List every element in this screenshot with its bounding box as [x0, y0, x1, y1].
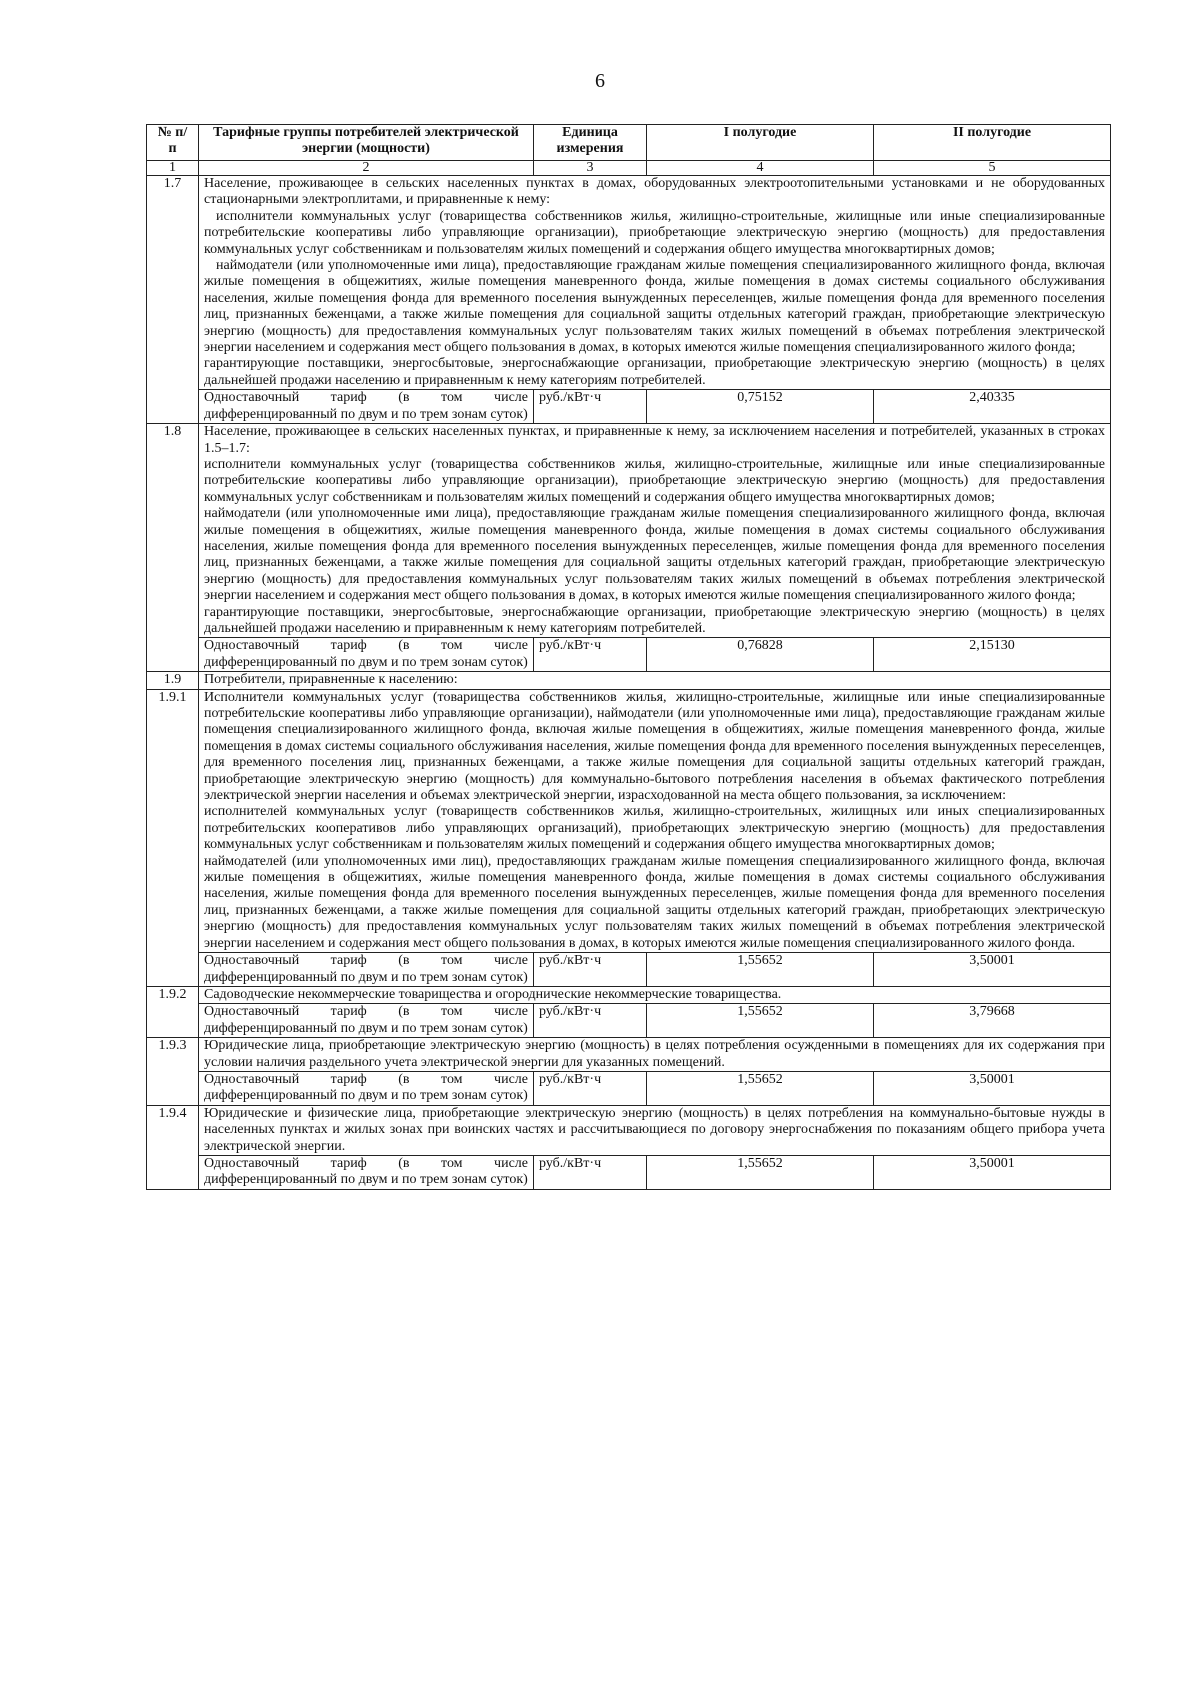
tariff-row [147, 1004, 1111, 1038]
unit-cell: руб./кВт·ч [534, 1071, 647, 1105]
description-paragraph: наймодатели (или уполномоченные ими лица), предоставляющие гражданам жилые помещения специализированного жилищного фонда, включая жилые помещения в общежитиях, жилые помещения маневренного фонда, жилые помещения в домах системы социального обслуживания населения, жилые помещения фонда для временного поселения вынужденных переселенцев, жилые помещения фонда для временного поселения лиц, признанных беженцами, а также жилые помещения для социальной защиты отдельных категорий граждан, приобретающие электрическую энергию (мощность) для предоставления коммунальных услуг пользователям таких жилых помещений в объемах потребления электрической энергии населением и содержания мест общего пользования в домах, в которых имеются жилые помещения специализированного жилого фонда; [204, 258, 1105, 356]
row-description [199, 176, 1111, 390]
row-number: 1.9.4 [147, 1105, 199, 1189]
header-num: № п/п [147, 125, 199, 161]
table-row [147, 689, 1111, 953]
column-index-row [147, 161, 1111, 176]
row-description [199, 424, 1111, 638]
value-h2: 2,15130 [874, 638, 1111, 672]
table-row [147, 672, 1111, 689]
value-h1: 1,55652 [647, 953, 874, 987]
tariff-label: Одноставочный тариф (в том числе дифференцированный по двум и по трем зонам суток) [199, 953, 534, 987]
table-row [147, 176, 1111, 390]
column-index: 4 [647, 161, 874, 176]
value-h2: 3,50001 [874, 1155, 1111, 1189]
row-number: 1.8 [147, 424, 199, 672]
tariff-label: Одноставочный тариф (в том числе дифференцированный по двум и по трем зонам суток) [199, 390, 534, 424]
unit-cell: руб./кВт·ч [534, 1155, 647, 1189]
row-number: 1.9 [147, 672, 199, 689]
description-paragraph: Население, проживающее в сельских населенных пунктах, и приравненные к нему, за исключением населения и потребителей, указанных в строках 1.5–1.7: [204, 424, 1105, 456]
value-h1: 0,75152 [647, 390, 874, 424]
table-row [147, 1038, 1111, 1072]
row-description: Юридические лица, приобретающие электрическую энергию (мощность) в целях потребления осужденными в помещениях для их содержания при условии наличия раздельного учета электрической энергии для указанных помещений. [199, 1038, 1111, 1072]
description-paragraph: исполнителей коммунальных услуг (товариществ собственников жилья, жилищно-строительных, жилищных или иных специализированных потребительских кооперативов либо управляющих организаций), приобретающих электрическую энергию (мощность) для предоставления коммунальных услуг собственникам и пользователям жилых помещений и содержания общего имущества многоквартирных домов; [204, 804, 1105, 853]
description-paragraph: исполнители коммунальных услуг (товарищества собственников жилья, жилищно-строительные, жилищные или иные специализированные потребительские кооперативы либо управляющие организации), приобретающие электрическую энергию (мощность) для предоставления коммунальных услуг собственникам и пользователям жилых помещений и содержания общего имущества многоквартирных домов; [204, 456, 1105, 505]
tariff-row [147, 390, 1111, 424]
header-unit: Единица измерения [534, 125, 647, 161]
header-h2: II полугодие [874, 125, 1111, 161]
column-index: 1 [147, 161, 199, 176]
value-h2: 3,50001 [874, 953, 1111, 987]
page-number: 6 [595, 70, 605, 92]
column-index: 3 [534, 161, 647, 176]
tariff-label: Одноставочный тариф (в том числе дифференцированный по двум и по трем зонам суток) [199, 1071, 534, 1105]
column-index: 2 [199, 161, 534, 176]
value-h2: 2,40335 [874, 390, 1111, 424]
tariff-row [147, 953, 1111, 987]
tariff-row [147, 1155, 1111, 1189]
value-h1: 1,55652 [647, 1004, 874, 1038]
value-h1: 0,76828 [647, 638, 874, 672]
unit-cell: руб./кВт·ч [534, 390, 647, 424]
tariff-label: Одноставочный тариф (в том числе дифференцированный по двум и по трем зонам суток) [199, 1155, 534, 1189]
row-description: Юридические и физические лица, приобретающие электрическую энергию (мощность) в целях потребления на коммунально-бытовые нужды в населенных пунктах и жилых зонах при воинских частях и рассчитывающиеся по договору энергоснабжения по показаниям общего прибора учета электрической энергии. [199, 1105, 1111, 1155]
description-paragraph: наймодателей (или уполномоченных ими лиц), предоставляющих гражданам жилые помещения специализированного жилищного фонда, включая жилые помещения в общежитиях, жилые помещения маневренного фонда, жилые помещения в домах системы социального обслуживания населения, жилые помещения фонда для временного поселения вынужденных переселенцев, жилые помещения фонда для временного поселения лиц, признанных беженцами, а также жилые помещения для социальной защиты отдельных категорий граждан, приобретающих электрическую энергию (мощность) для предоставления коммунальных услуг пользователям таких жилых помещений в объемах потребления электрической энергии населением и содержания мест общего пользования в домах, в которых имеются жилые помещения специализированного жилого фонда. [204, 853, 1105, 951]
unit-cell: руб./кВт·ч [534, 1004, 647, 1038]
description-paragraph: Население, проживающее в сельских населенных пунктах в домах, оборудованных электроотопительными установками и не оборудованных стационарными электроплитами, и приравненные к нему: [204, 176, 1105, 208]
unit-cell: руб./кВт·ч [534, 953, 647, 987]
row-number: 1.9.1 [147, 689, 199, 986]
header-h1: I полугодие [647, 125, 874, 161]
description-paragraph: гарантирующие поставщики, энергосбытовые, энергоснабжающие организации, приобретающие электрическую энергию (мощность) в целях дальнейшей продажи населению и приравненным к нему категориям потребителей. [204, 356, 1105, 388]
value-h1: 1,55652 [647, 1071, 874, 1105]
description-paragraph: гарантирующие поставщики, энергосбытовые, энергоснабжающие организации, приобретающие электрическую энергию (мощность) в целях дальнейшей продажи населению и приравненным к нему категориям потребителей. [204, 604, 1105, 636]
header-group: Тарифные группы потребителей электрической энергии (мощности) [199, 125, 534, 161]
table-row [147, 986, 1111, 1003]
row-number: 1.9.2 [147, 986, 199, 1037]
description-paragraph: исполнители коммунальных услуг (товарищества собственников жилья, жилищно-строительные, жилищные или иные специализированные потребительские кооперативы либо управляющие организации), приобретающие электрическую энергию (мощность) для предоставления коммунальных услуг собственникам и пользователям жилых помещений и содержания общего имущества многоквартирных домов; [204, 208, 1105, 257]
table-row [147, 1105, 1111, 1155]
tariff-label: Одноставочный тариф (в том числе дифференцированный по двум и по трем зонам суток) [199, 638, 534, 672]
tariff-table [146, 124, 1111, 1190]
row-description: Садоводческие некоммерческие товарищества и огороднические некоммерческие товарищества. [199, 986, 1111, 1003]
row-description: Потребители, приравненные к населению: [199, 672, 1111, 689]
description-paragraph: Исполнители коммунальных услуг (товарищества собственников жилья, жилищно-строительные, жилищные или иные специализированные потребительские кооперативы либо управляющие организации), наймодатели (или уполномоченные ими лица), предоставляющие гражданам жилые помещения специализированного жилищного фонда, включая жилые помещения в общежитиях, жилые помещения маневренного фонда, жилые помещения в домах системы социального обслуживания населения, жилые помещения фонда для временного поселения вынужденных переселенцев, для временного поселения лиц, признанных беженцами, а также жилые помещения для социальной защиты отдельных категорий граждан, приобретающие электрическую энергию (мощность) для коммунально-бытового потребления населения в объемах фактического потребления электрической энергии населения и объемах электрической энергии, израсходованной на места общего пользования, за исключением: [204, 689, 1105, 804]
row-number: 1.7 [147, 176, 199, 424]
row-number: 1.9.3 [147, 1038, 199, 1106]
column-index: 5 [874, 161, 1111, 176]
unit-cell: руб./кВт·ч [534, 638, 647, 672]
tariff-row [147, 1071, 1111, 1105]
description-paragraph: наймодатели (или уполномоченные ими лица), предоставляющие гражданам жилые помещения специализированного жилищного фонда, включая жилые помещения в общежитиях, жилые помещения маневренного фонда, жилые помещения в домах системы социального обслуживания населения, жилые помещения фонда для временного поселения вынужденных переселенцев, жилые помещения фонда для временного поселения лиц, признанных беженцами, а также жилые помещения для социальной защиты отдельных категорий граждан, приобретающие электрическую энергию (мощность) для предоставления коммунальных услуг пользователям таких жилых помещений в объемах потребления электрической энергии населением и содержания мест общего пользования в домах, в которых имеются жилые помещения специализированного жилого фонда; [204, 506, 1105, 604]
value-h1: 1,55652 [647, 1155, 874, 1189]
value-h2: 3,79668 [874, 1004, 1111, 1038]
header-row [147, 125, 1111, 161]
tariff-label: Одноставочный тариф (в том числе дифференцированный по двум и по трем зонам суток) [199, 1004, 534, 1038]
table-row [147, 424, 1111, 638]
row-description [199, 689, 1111, 953]
tariff-row [147, 638, 1111, 672]
value-h2: 3,50001 [874, 1071, 1111, 1105]
